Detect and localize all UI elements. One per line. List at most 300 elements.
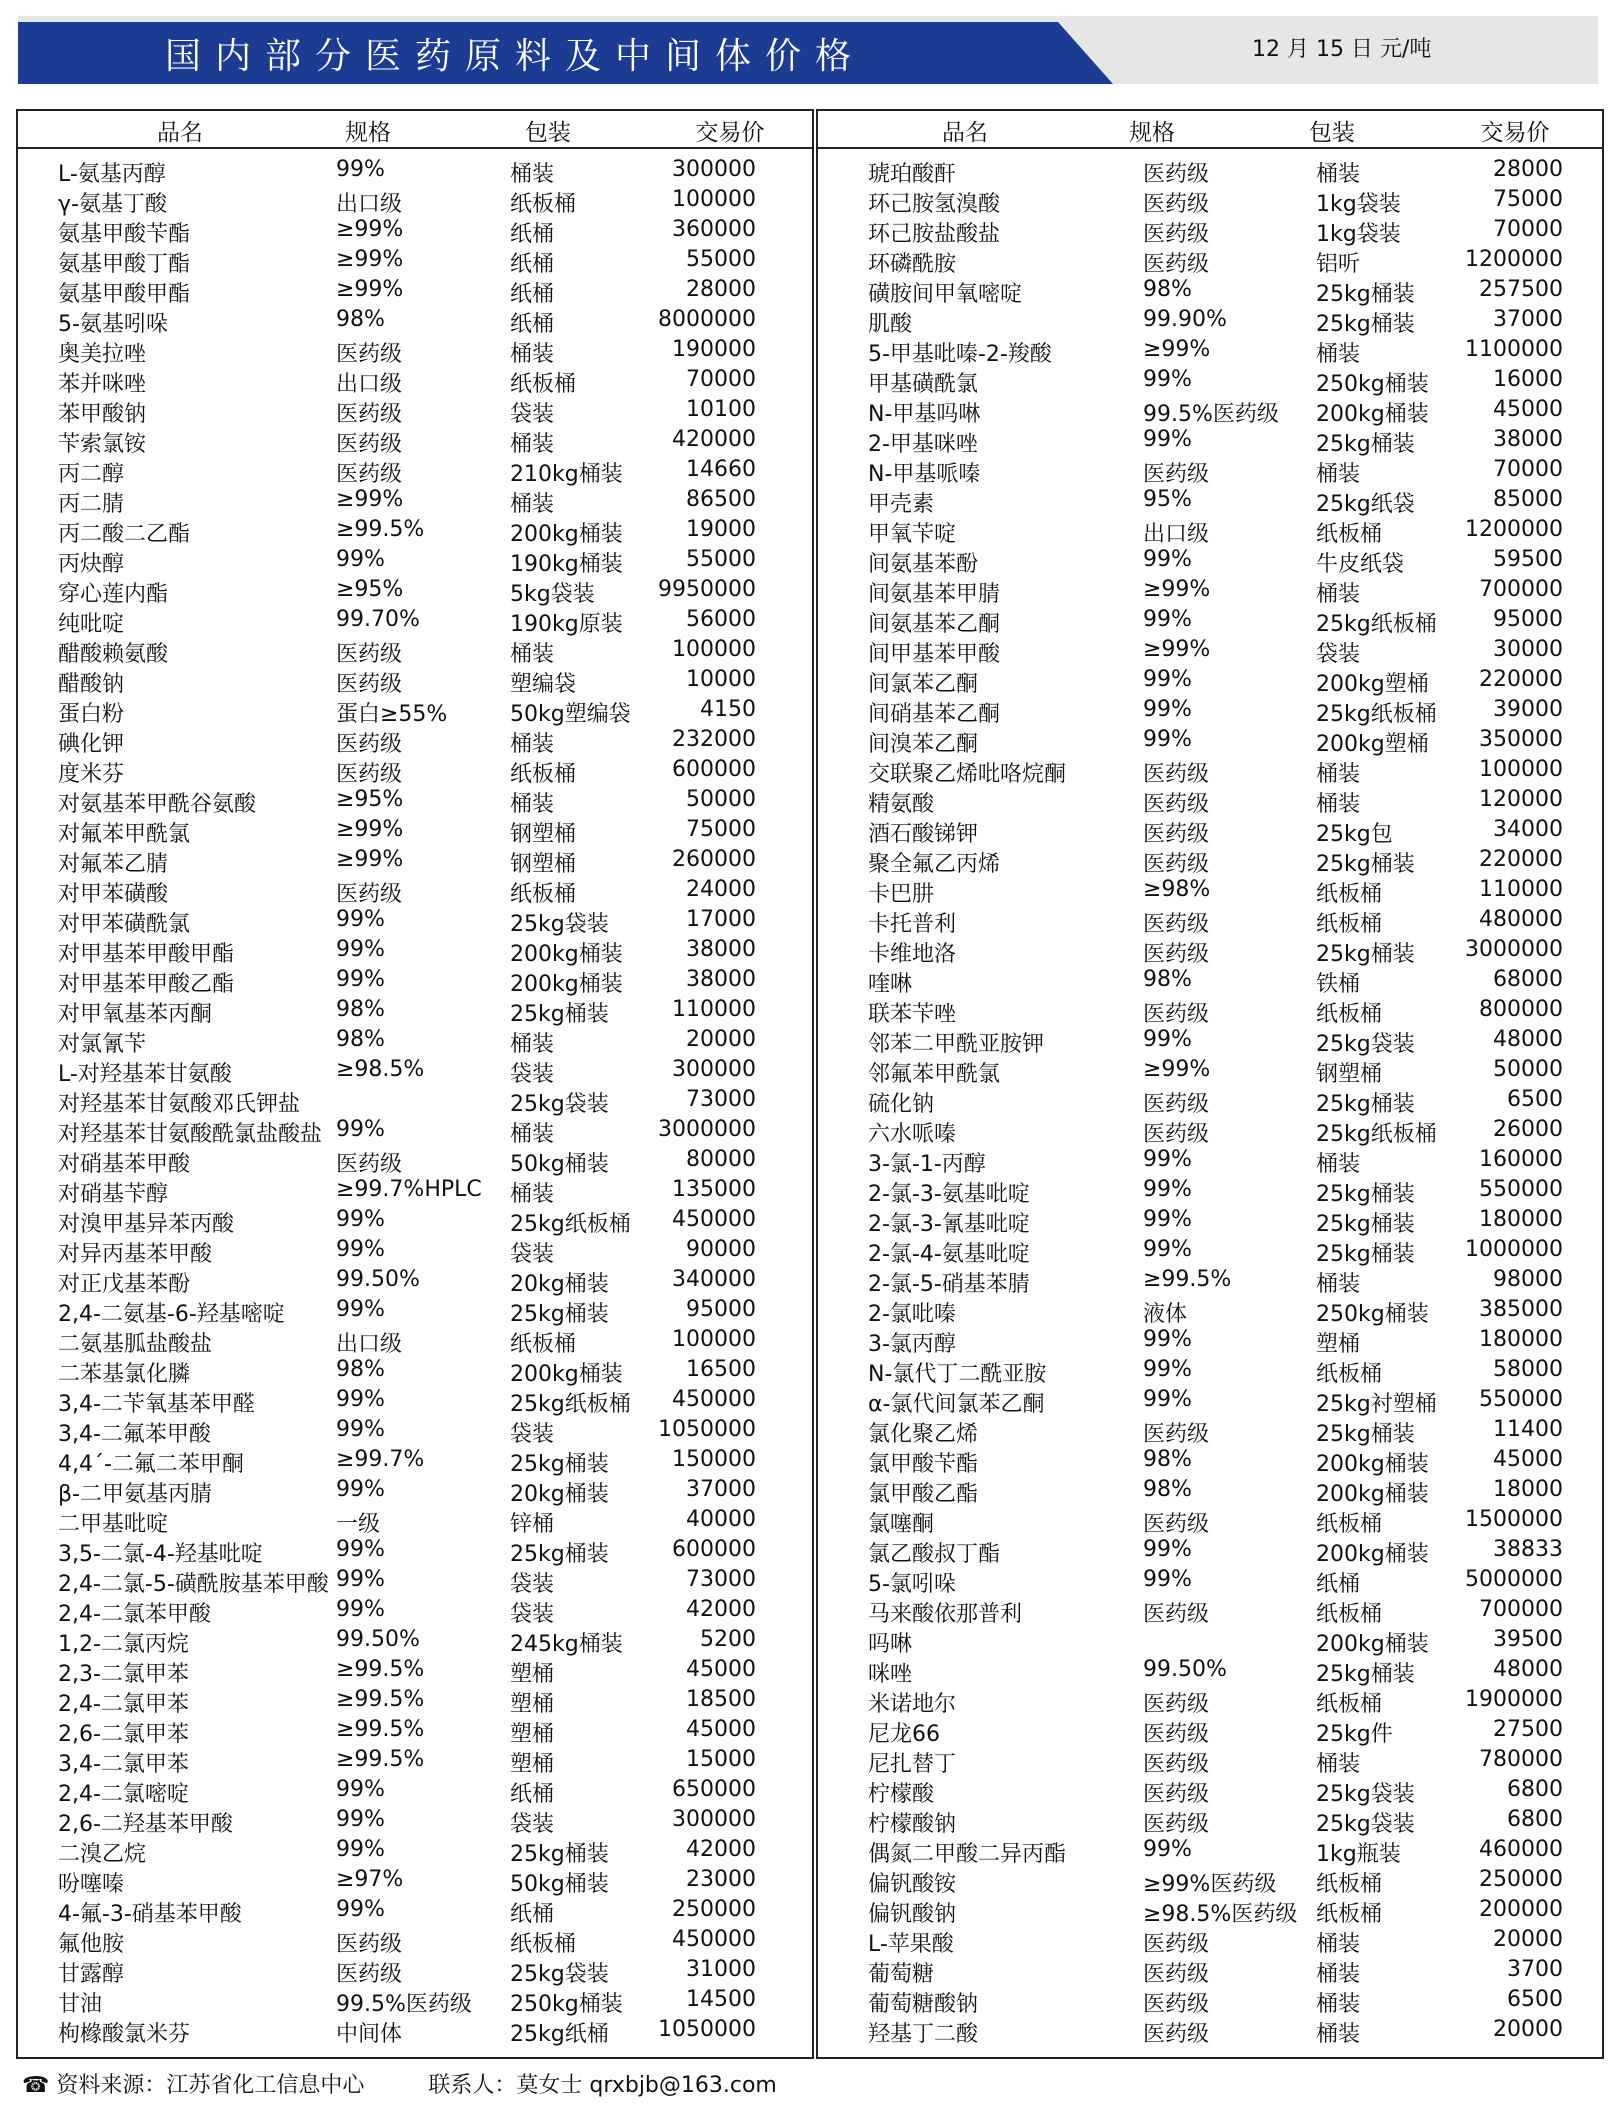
product-packaging: 200kg桶装 bbox=[1316, 402, 1429, 427]
right-header-pack: 包装 bbox=[1309, 120, 1355, 146]
product-packaging: 25kg纸桶 bbox=[510, 2022, 609, 2047]
product-packaging: 25kg桶装 bbox=[1316, 1092, 1415, 1117]
product-name: 纯吡啶 bbox=[58, 612, 125, 637]
product-spec: ≥99.5% bbox=[336, 1717, 425, 1742]
product-spec: 98% bbox=[336, 997, 385, 1022]
product-price: 160000 bbox=[1479, 1147, 1563, 1172]
product-packaging: 纸板桶 bbox=[1316, 1002, 1383, 1027]
product-name: 柠檬酸钠 bbox=[868, 1812, 957, 1837]
product-packaging: 25kg桶装 bbox=[510, 1002, 609, 1027]
product-name: 间溴苯乙酮 bbox=[868, 732, 979, 757]
product-packaging: 200kg桶装 bbox=[1316, 1542, 1429, 1567]
product-price: 95000 bbox=[1493, 607, 1563, 632]
product-spec: 一级 bbox=[336, 1512, 381, 1537]
product-packaging: 25kg桶装 bbox=[1316, 282, 1415, 307]
product-name: 对硝基苯甲酸 bbox=[58, 1152, 191, 1177]
product-spec: 医药级 bbox=[1143, 942, 1210, 967]
right-header-spec: 规格 bbox=[1129, 120, 1175, 146]
product-name: 2-氯-5-硝基苯腈 bbox=[868, 1272, 1030, 1297]
product-name: 间硝基苯乙酮 bbox=[868, 702, 1001, 727]
product-name: N-氯代丁二酰亚胺 bbox=[868, 1362, 1047, 1387]
product-packaging: 桶装 bbox=[1316, 1752, 1361, 1777]
product-spec: ≥99% bbox=[1143, 577, 1211, 602]
product-price: 98000 bbox=[1493, 1267, 1563, 1292]
source-text: 资料来源：江苏省化工信息中心 bbox=[56, 2073, 365, 2098]
product-packaging: 210kg桶装 bbox=[510, 462, 623, 487]
product-packaging: 塑桶 bbox=[510, 1662, 555, 1687]
product-spec: 医药级 bbox=[1143, 1422, 1210, 1447]
product-name: 氟他胺 bbox=[58, 1932, 125, 1957]
product-spec: ≥99.5% bbox=[336, 1747, 425, 1772]
product-price: 55000 bbox=[686, 547, 756, 572]
product-name: 对溴甲基异苯丙酸 bbox=[58, 1212, 235, 1237]
left-header-name: 品名 bbox=[157, 120, 203, 146]
product-price: 31000 bbox=[686, 1957, 756, 1982]
product-name: 精氨酸 bbox=[868, 792, 935, 817]
left-header-price: 交易价 bbox=[695, 120, 765, 146]
product-price: 59500 bbox=[1493, 547, 1563, 572]
product-name: 二氨基胍盐酸盐 bbox=[58, 1332, 213, 1357]
product-spec: 98% bbox=[336, 307, 385, 332]
product-spec: 99% bbox=[336, 1417, 385, 1442]
product-name: 氯噻酮 bbox=[868, 1512, 935, 1537]
product-price: 300000 bbox=[672, 1057, 756, 1082]
product-packaging: 250kg桶装 bbox=[1316, 372, 1429, 397]
product-name: 对氟苯甲酰氯 bbox=[58, 822, 191, 847]
product-packaging: 桶装 bbox=[510, 432, 555, 457]
product-packaging: 塑桶 bbox=[510, 1722, 555, 1747]
product-name: 卡维地洛 bbox=[868, 942, 957, 967]
product-price: 6500 bbox=[1507, 1087, 1563, 1112]
product-spec: 99% bbox=[336, 1297, 385, 1322]
product-spec: 99% bbox=[336, 967, 385, 992]
product-spec: 99% bbox=[1143, 1027, 1192, 1052]
product-price: 40000 bbox=[686, 1507, 756, 1532]
product-spec: 医药级 bbox=[1143, 912, 1210, 937]
product-spec: 99% bbox=[336, 1837, 385, 1862]
product-spec: 医药级 bbox=[336, 732, 403, 757]
product-packaging: 200kg塑桶 bbox=[1316, 672, 1429, 697]
product-packaging: 桶装 bbox=[510, 732, 555, 757]
product-name: L-氨基丙醇 bbox=[58, 162, 166, 187]
product-price: 30000 bbox=[1493, 637, 1563, 662]
product-spec: 99% bbox=[1143, 1177, 1192, 1202]
product-spec: 医药级 bbox=[1143, 852, 1210, 877]
product-name: 二甲基吡啶 bbox=[58, 1512, 169, 1537]
product-spec: ≥98% bbox=[1143, 877, 1211, 902]
product-spec: 99.5%医药级 bbox=[1143, 402, 1279, 427]
product-packaging: 纸板桶 bbox=[1316, 1602, 1383, 1627]
product-price: 70000 bbox=[686, 367, 756, 392]
product-packaging: 190kg桶装 bbox=[510, 552, 623, 577]
product-name: L-对羟基苯甘氨酸 bbox=[58, 1062, 232, 1087]
product-packaging: 纸桶 bbox=[510, 312, 555, 337]
right-header-name: 品名 bbox=[942, 120, 988, 146]
product-spec: 医药级 bbox=[1143, 762, 1210, 787]
product-name: 3,5-二氯-4-羟基吡啶 bbox=[58, 1542, 263, 1567]
product-packaging: 桶装 bbox=[510, 642, 555, 667]
right-header-rule bbox=[818, 147, 1604, 149]
product-price: 38000 bbox=[686, 967, 756, 992]
product-spec: 98% bbox=[1143, 967, 1192, 992]
product-packaging: 钢塑桶 bbox=[1316, 1062, 1383, 1087]
product-price: 38000 bbox=[1493, 427, 1563, 452]
product-packaging: 纸板桶 bbox=[510, 762, 577, 787]
product-price: 20000 bbox=[1493, 2017, 1563, 2042]
product-price: 1050000 bbox=[658, 2017, 756, 2042]
product-spec: 蛋白≥55% bbox=[336, 702, 448, 727]
product-name: 对甲基苯甲酸乙酯 bbox=[58, 972, 235, 997]
product-price: 360000 bbox=[672, 217, 756, 242]
product-price: 16000 bbox=[1493, 367, 1563, 392]
product-spec: 99.50% bbox=[336, 1627, 420, 1652]
product-price: 26000 bbox=[1493, 1117, 1563, 1142]
product-spec: 医药级 bbox=[336, 1932, 403, 1957]
product-name: 氨基甲酸苄酯 bbox=[58, 222, 191, 247]
left-header-spec: 规格 bbox=[345, 120, 391, 146]
product-name: 碘化钾 bbox=[58, 732, 125, 757]
product-price: 90000 bbox=[686, 1237, 756, 1262]
product-price: 18000 bbox=[1493, 1477, 1563, 1502]
product-packaging: 1kg袋装 bbox=[1316, 222, 1401, 247]
product-name: 氯甲酸乙酯 bbox=[868, 1482, 979, 1507]
product-packaging: 25kg桶装 bbox=[1316, 432, 1415, 457]
product-name: 3-氯-1-丙醇 bbox=[868, 1152, 986, 1177]
product-name: 邻苯二甲酰亚胺钾 bbox=[868, 1032, 1045, 1057]
product-spec: 98% bbox=[336, 1357, 385, 1382]
product-price: 1900000 bbox=[1465, 1687, 1563, 1712]
product-packaging: 200kg塑桶 bbox=[1316, 732, 1429, 757]
product-name: 间氨基苯甲腈 bbox=[868, 582, 1001, 607]
product-price: 37000 bbox=[686, 1477, 756, 1502]
product-packaging: 200kg桶装 bbox=[1316, 1452, 1429, 1477]
product-spec: 99% bbox=[336, 937, 385, 962]
product-packaging: 纸板桶 bbox=[510, 372, 577, 397]
product-price: 780000 bbox=[1479, 1747, 1563, 1772]
product-price: 4150 bbox=[700, 697, 756, 722]
product-spec: ≥98.5%医药级 bbox=[1143, 1902, 1298, 1927]
product-name: 间甲基苯甲酸 bbox=[868, 642, 1001, 667]
product-name: α-氯代间氯苯乙酮 bbox=[868, 1392, 1045, 1417]
product-price: 73000 bbox=[686, 1087, 756, 1112]
product-price: 1050000 bbox=[658, 1417, 756, 1442]
product-name: N-甲基吗啉 bbox=[868, 402, 981, 427]
product-spec: 99% bbox=[1143, 1357, 1192, 1382]
product-name: 咪唑 bbox=[868, 1662, 913, 1687]
product-spec: ≥99% bbox=[336, 817, 404, 842]
product-spec: 99% bbox=[336, 1897, 385, 1922]
product-price: 180000 bbox=[1479, 1207, 1563, 1232]
product-packaging: 桶装 bbox=[510, 492, 555, 517]
product-packaging: 25kg纸板桶 bbox=[510, 1392, 631, 1417]
product-price: 19000 bbox=[686, 517, 756, 542]
product-packaging: 纸板桶 bbox=[1316, 1362, 1383, 1387]
product-name: 葡萄糖 bbox=[868, 1962, 935, 1987]
page-title: 国内部分医药原料及中间体价格 bbox=[165, 36, 866, 77]
product-name: 3,4-二氯甲苯 bbox=[58, 1752, 189, 1777]
product-price: 550000 bbox=[1479, 1177, 1563, 1202]
product-price: 100000 bbox=[672, 1327, 756, 1352]
product-packaging: 25kg桶装 bbox=[1316, 1422, 1415, 1447]
product-spec: ≥99% bbox=[1143, 337, 1211, 362]
product-price: 450000 bbox=[672, 1207, 756, 1232]
product-name: β-二甲氨基丙腈 bbox=[58, 1482, 212, 1507]
product-spec: 99% bbox=[336, 1477, 385, 1502]
product-spec: 99.5%医药级 bbox=[336, 1992, 472, 2017]
product-packaging: 200kg桶装 bbox=[510, 1362, 623, 1387]
product-name: 对甲苯磺酸 bbox=[58, 882, 169, 907]
product-packaging: 桶装 bbox=[510, 342, 555, 367]
product-price: 450000 bbox=[672, 1927, 756, 1952]
product-packaging: 纸桶 bbox=[510, 1782, 555, 1807]
product-packaging: 塑桶 bbox=[1316, 1332, 1361, 1357]
product-price: 700000 bbox=[1479, 577, 1563, 602]
product-spec: ≥99.7%HPLC bbox=[336, 1177, 482, 1202]
product-price: 95000 bbox=[686, 1297, 756, 1322]
product-name: 苯并咪唑 bbox=[58, 372, 147, 397]
product-spec: 医药级 bbox=[1143, 462, 1210, 487]
product-packaging: 桶装 bbox=[1316, 1152, 1361, 1177]
product-name: 2,4-二氯嘧啶 bbox=[58, 1782, 189, 1807]
product-name: 蛋白粉 bbox=[58, 702, 125, 727]
product-packaging: 25kg桶装 bbox=[1316, 1212, 1415, 1237]
product-packaging: 铁桶 bbox=[1316, 972, 1361, 997]
product-price: 300000 bbox=[672, 1807, 756, 1832]
product-price: 232000 bbox=[672, 727, 756, 752]
product-name: 甲壳素 bbox=[868, 492, 935, 517]
product-spec: 99% bbox=[336, 1387, 385, 1412]
left-header-rule bbox=[16, 147, 812, 149]
product-price: 42000 bbox=[686, 1597, 756, 1622]
product-spec: 99% bbox=[1143, 1207, 1192, 1232]
product-name: 甘油 bbox=[58, 1992, 103, 2017]
product-name: 2-甲基咪唑 bbox=[868, 432, 978, 457]
product-price: 38833 bbox=[1493, 1537, 1563, 1562]
product-name: 2,4-二氯-5-磺酰胺基苯甲酸 bbox=[58, 1572, 329, 1597]
product-name: 吗啉 bbox=[868, 1632, 913, 1657]
product-packaging: 200kg桶装 bbox=[510, 942, 623, 967]
product-packaging: 纸桶 bbox=[1316, 1572, 1361, 1597]
product-spec: 99% bbox=[336, 1117, 385, 1142]
product-spec: 医药级 bbox=[1143, 1812, 1210, 1837]
product-name: 肌酸 bbox=[868, 312, 913, 337]
product-price: 1100000 bbox=[1465, 337, 1563, 362]
product-spec: 医药级 bbox=[336, 462, 403, 487]
product-spec: 医药级 bbox=[1143, 792, 1210, 817]
product-packaging: 袋装 bbox=[510, 1422, 555, 1447]
product-packaging: 桶装 bbox=[1316, 1932, 1361, 1957]
product-price: 48000 bbox=[1493, 1027, 1563, 1052]
product-price: 800000 bbox=[1479, 997, 1563, 1022]
product-packaging: 纸板桶 bbox=[1316, 882, 1383, 907]
product-spec: 医药级 bbox=[336, 1962, 403, 1987]
footer bbox=[22, 2068, 777, 2099]
product-price: 45000 bbox=[686, 1657, 756, 1682]
product-name: 对正戊基苯酚 bbox=[58, 1272, 191, 1297]
product-spec: 医药级 bbox=[1143, 1692, 1210, 1717]
product-spec: 99% bbox=[336, 1237, 385, 1262]
product-spec: 医药级 bbox=[336, 432, 403, 457]
product-packaging: 纸板桶 bbox=[510, 192, 577, 217]
product-name: 2,6-二羟基苯甲酸 bbox=[58, 1812, 233, 1837]
product-packaging: 25kg袋装 bbox=[1316, 1812, 1415, 1837]
product-packaging: 纸板桶 bbox=[1316, 1872, 1383, 1897]
product-name: 醋酸钠 bbox=[58, 672, 125, 697]
product-spec: 98% bbox=[1143, 277, 1192, 302]
product-price: 1200000 bbox=[1465, 247, 1563, 272]
product-name: 马来酸依那普利 bbox=[868, 1602, 1023, 1627]
product-name: 卡巴肼 bbox=[868, 882, 935, 907]
product-spec: 出口级 bbox=[336, 372, 403, 397]
product-price: 42000 bbox=[686, 1837, 756, 1862]
product-name: 尼扎替丁 bbox=[868, 1752, 957, 1777]
product-spec: ≥99.5% bbox=[336, 517, 425, 542]
product-packaging: 袋装 bbox=[510, 1572, 555, 1597]
product-packaging: 200kg桶装 bbox=[1316, 1482, 1429, 1507]
product-spec: 医药级 bbox=[1143, 822, 1210, 847]
product-price: 14500 bbox=[686, 1987, 756, 2012]
product-packaging: 纸板桶 bbox=[1316, 522, 1383, 547]
product-spec: 液体 bbox=[1143, 1302, 1188, 1327]
product-packaging: 袋装 bbox=[1316, 642, 1361, 667]
product-name: 尼龙66 bbox=[868, 1722, 940, 1747]
product-name: 间氯苯乙酮 bbox=[868, 672, 979, 697]
product-packaging: 纸板桶 bbox=[510, 1332, 577, 1357]
product-spec: ≥99%医药级 bbox=[1143, 1872, 1277, 1897]
product-spec: ≥99% bbox=[336, 847, 404, 872]
product-price: 28000 bbox=[1493, 157, 1563, 182]
product-packaging: 铝听 bbox=[1316, 252, 1361, 277]
product-spec: ≥99% bbox=[336, 277, 404, 302]
product-spec: 医药级 bbox=[336, 762, 403, 787]
product-price: 39500 bbox=[1493, 1627, 1563, 1652]
product-name: 5-氨基吲哚 bbox=[58, 312, 168, 337]
product-price: 45000 bbox=[1493, 397, 1563, 422]
product-spec: 98% bbox=[336, 1027, 385, 1052]
product-price: 37000 bbox=[1493, 307, 1563, 332]
product-packaging: 20kg桶装 bbox=[510, 1482, 609, 1507]
product-spec: 99% bbox=[1143, 367, 1192, 392]
product-packaging: 200kg桶装 bbox=[510, 522, 623, 547]
product-packaging: 纸板桶 bbox=[510, 882, 577, 907]
product-price: 73000 bbox=[686, 1567, 756, 1592]
product-price: 550000 bbox=[1479, 1387, 1563, 1412]
product-packaging: 25kg袋装 bbox=[510, 912, 609, 937]
product-packaging: 锌桶 bbox=[510, 1512, 555, 1537]
product-price: 50000 bbox=[686, 787, 756, 812]
product-price: 100000 bbox=[672, 187, 756, 212]
product-spec: 医药级 bbox=[336, 672, 403, 697]
product-price: 68000 bbox=[1493, 967, 1563, 992]
product-packaging: 250kg桶装 bbox=[1316, 1302, 1429, 1327]
product-name: 邻氟苯甲酰氯 bbox=[868, 1062, 1001, 1087]
product-spec: ≥99% bbox=[1143, 1057, 1211, 1082]
product-spec: ≥99.5% bbox=[1143, 1267, 1232, 1292]
product-name: 枸橼酸氯米芬 bbox=[58, 2022, 191, 2047]
product-price: 48000 bbox=[1493, 1657, 1563, 1682]
product-name: 丙炔醇 bbox=[58, 552, 125, 577]
product-packaging: 桶装 bbox=[510, 1122, 555, 1147]
product-name: 二苯基氯化膦 bbox=[58, 1362, 191, 1387]
product-spec: 医药级 bbox=[1143, 1932, 1210, 1957]
product-name: 硫化钠 bbox=[868, 1092, 935, 1117]
product-spec: ≥99.5% bbox=[336, 1657, 425, 1682]
product-price: 3000000 bbox=[1465, 937, 1563, 962]
product-packaging: 纸板桶 bbox=[1316, 1692, 1383, 1717]
product-spec: ≥99% bbox=[1143, 637, 1211, 662]
product-spec: ≥98.5% bbox=[336, 1057, 425, 1082]
product-spec: 医药级 bbox=[1143, 1092, 1210, 1117]
product-packaging: 25kg桶装 bbox=[1316, 1182, 1415, 1207]
product-packaging: 25kg袋装 bbox=[1316, 1032, 1415, 1057]
product-name: 丙二腈 bbox=[58, 492, 125, 517]
product-name: 氯甲酸苄酯 bbox=[868, 1452, 979, 1477]
product-name: 米诺地尔 bbox=[868, 1692, 957, 1717]
product-price: 85000 bbox=[1493, 487, 1563, 512]
product-price: 45000 bbox=[1493, 1447, 1563, 1472]
product-packaging: 25kg纸板桶 bbox=[1316, 612, 1437, 637]
product-packaging: 纸桶 bbox=[510, 252, 555, 277]
product-packaging: 纸桶 bbox=[510, 282, 555, 307]
product-packaging: 50kg塑编袋 bbox=[510, 702, 631, 727]
product-packaging: 纸板桶 bbox=[1316, 1902, 1383, 1927]
product-spec: ≥99.7% bbox=[336, 1447, 425, 1472]
product-spec: 99% bbox=[1143, 547, 1192, 572]
product-spec: 医药级 bbox=[1143, 1992, 1210, 2017]
product-packaging: 25kg桶装 bbox=[510, 1542, 609, 1567]
product-price: 150000 bbox=[672, 1447, 756, 1472]
product-price: 80000 bbox=[686, 1147, 756, 1172]
product-spec: 99.50% bbox=[1143, 1657, 1227, 1682]
product-name: 2,4-二氯甲苯 bbox=[58, 1692, 189, 1717]
product-price: 650000 bbox=[672, 1777, 756, 1802]
product-spec: 99% bbox=[336, 907, 385, 932]
product-spec: 医药级 bbox=[1143, 2022, 1210, 2047]
product-price: 600000 bbox=[672, 1537, 756, 1562]
product-spec: ≥95% bbox=[336, 787, 404, 812]
product-price: 5200 bbox=[700, 1627, 756, 1652]
product-packaging: 1kg袋装 bbox=[1316, 192, 1401, 217]
product-spec: 99% bbox=[1143, 427, 1192, 452]
product-name: 3,4-二苄氧基苯甲醛 bbox=[58, 1392, 255, 1417]
product-name: 2-氯-3-氨基吡啶 bbox=[868, 1182, 1030, 1207]
product-name: 1,2-二氯丙烷 bbox=[58, 1632, 189, 1657]
product-price: 340000 bbox=[672, 1267, 756, 1292]
product-price: 70000 bbox=[1493, 217, 1563, 242]
product-packaging: 20kg桶装 bbox=[510, 1272, 609, 1297]
product-packaging: 200kg桶装 bbox=[1316, 1632, 1429, 1657]
product-name: 对羟基苯甘氨酸酰氯盐酸盐 bbox=[58, 1122, 323, 1147]
product-price: 220000 bbox=[1479, 667, 1563, 692]
product-packaging: 桶装 bbox=[1316, 462, 1361, 487]
product-name: 甲基磺酰氯 bbox=[868, 372, 979, 397]
product-name: 穿心莲内酯 bbox=[58, 582, 169, 607]
product-price: 260000 bbox=[672, 847, 756, 872]
product-name: 吩噻嗪 bbox=[58, 1872, 125, 1897]
product-packaging: 纸板桶 bbox=[1316, 1512, 1383, 1537]
product-price: 86500 bbox=[686, 487, 756, 512]
product-price: 56000 bbox=[686, 607, 756, 632]
product-spec: 医药级 bbox=[1143, 1722, 1210, 1747]
product-name: 对氨基苯甲酰谷氨酸 bbox=[58, 792, 257, 817]
contact-text: 联系人：莫女士 qrxbjb@163.com bbox=[428, 2073, 777, 2098]
product-name: 2,4-二氨基-6-羟基嘧啶 bbox=[58, 1302, 285, 1327]
product-price: 6800 bbox=[1507, 1807, 1563, 1832]
product-spec: 医药级 bbox=[1143, 1122, 1210, 1147]
product-packaging: 桶装 bbox=[1316, 342, 1361, 367]
product-spec: 中间体 bbox=[336, 2022, 403, 2047]
product-packaging: 袋装 bbox=[510, 1062, 555, 1087]
